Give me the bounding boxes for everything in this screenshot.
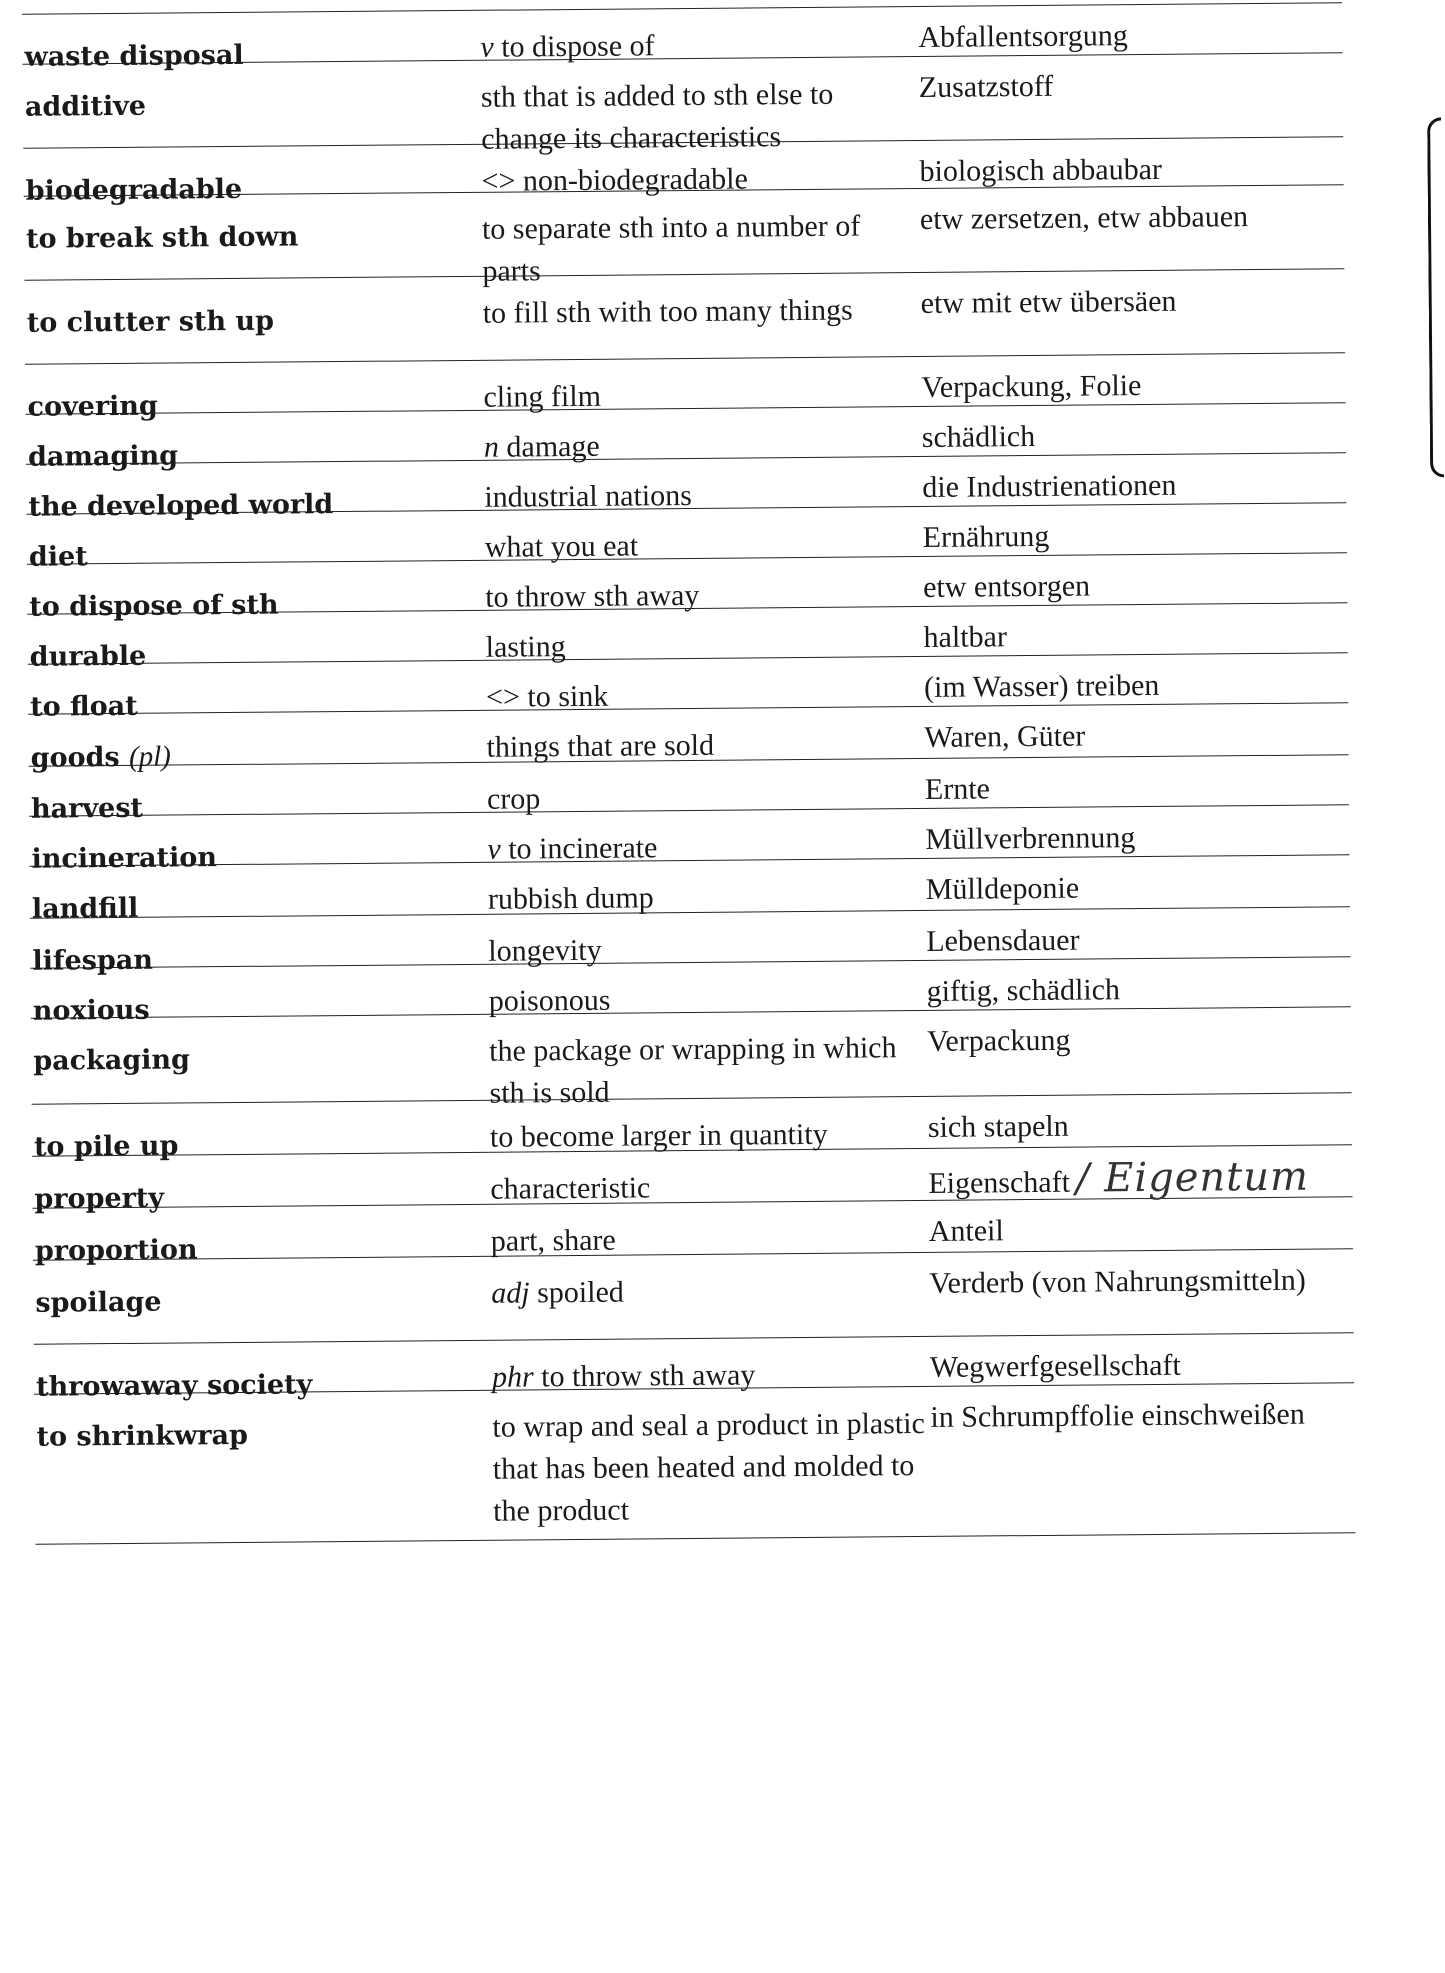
definition (480, 7, 918, 64)
german-text: Lebensdauer (926, 923, 1080, 958)
definition-text: spoiled (537, 1275, 624, 1310)
term-text: to clutter sth up (26, 305, 275, 339)
english-term (34, 1391, 493, 1544)
vocabulary-table (22, 3, 1355, 1544)
term-text: property (34, 1182, 165, 1215)
german-translation (924, 703, 1348, 758)
definition-text: to wrap and seal a product in plastic that has been heated and molded to the product (492, 1406, 925, 1528)
german-text: giftig, schädlich (926, 973, 1121, 1008)
definition (490, 1097, 928, 1152)
definition (486, 707, 924, 762)
english-term (30, 915, 488, 977)
english-term (33, 1257, 492, 1344)
german-translation (919, 53, 1344, 140)
term-text: to break sth down (25, 221, 299, 255)
definition-text: lasting (485, 630, 566, 664)
definition-text: rubbish dump (487, 881, 654, 916)
definition (488, 911, 926, 968)
term-text: durable (29, 640, 147, 673)
german-translation (926, 907, 1350, 960)
definition-text: to become larger in quantity (489, 1117, 828, 1154)
german-translation (920, 269, 1345, 356)
english-term (24, 193, 483, 280)
term-text: covering (27, 390, 158, 423)
definition-text: to dispose of (501, 29, 655, 64)
german-translation (930, 1333, 1354, 1386)
english-term (29, 763, 487, 825)
definition-text: poisonous (488, 983, 611, 1018)
term-text: spoilage (35, 1286, 162, 1319)
german-translation (928, 1145, 1352, 1200)
definition (483, 357, 921, 414)
term-text: to dispose of sth (29, 589, 279, 623)
term-text: waste disposal (24, 39, 244, 73)
definition (481, 141, 919, 198)
english-term (33, 1205, 491, 1267)
english-term (28, 711, 486, 774)
definition (490, 1149, 928, 1204)
english-term (23, 61, 482, 148)
term-text: landfill (31, 892, 139, 925)
margin-bracket-mark (1427, 117, 1444, 477)
english-term (24, 277, 483, 364)
definition (491, 1253, 930, 1340)
definition-text: to throw sth away (541, 1358, 756, 1394)
german-translation (929, 1197, 1353, 1252)
term-note: (pl) (128, 740, 172, 773)
german-translation (921, 353, 1345, 406)
german-text: schädlich (921, 419, 1036, 454)
german-translation (924, 653, 1348, 706)
vocab-row (24, 185, 1345, 288)
german-translation (918, 3, 1342, 56)
german-text: etw entsorgen (923, 569, 1091, 604)
english-term (32, 1101, 490, 1163)
definition-text: to incinerate (508, 831, 658, 866)
german-text: Müllverbrennung (925, 821, 1136, 856)
term-text: throwaway society (35, 1369, 313, 1403)
definition (481, 189, 921, 288)
definition-text: the package or wrapping in which sth is sold (489, 1031, 897, 1110)
english-term (23, 145, 481, 207)
definition (491, 1337, 930, 1394)
definition (488, 961, 926, 1018)
definition-text: sth that is added to sth else to change its characteristics (480, 77, 834, 156)
german-translation (922, 403, 1346, 456)
german-text: biologisch abbaubar (919, 152, 1163, 188)
vocab-row (31, 1007, 1352, 1110)
german-translation (925, 805, 1349, 858)
definition (483, 407, 922, 464)
english-term (32, 1153, 490, 1215)
definition-text: characteristic (490, 1171, 651, 1206)
german-text: (im Wasser) treiben (923, 668, 1160, 704)
english-term (27, 561, 485, 623)
english-term (26, 461, 484, 523)
german-translation (923, 553, 1347, 606)
english-term (27, 611, 485, 673)
german-translation (922, 503, 1346, 556)
german-text: Verderb (von Nahrungsmitteln) (929, 1263, 1306, 1300)
german-translation (928, 1093, 1352, 1148)
definition-text: cling film (483, 379, 602, 414)
handwritten-note: / Eigentum (1075, 1153, 1310, 1202)
german-text: Mülldeponie (925, 871, 1080, 906)
definition-text: to separate sth into a number of parts (481, 209, 861, 288)
part-of-speech: n (483, 430, 500, 464)
term-text: to pile up (33, 1130, 179, 1163)
term-text: the developed world (28, 489, 334, 523)
german-text: Ernährung (922, 519, 1050, 554)
english-term (25, 361, 483, 423)
definition (480, 57, 920, 156)
german-text: Abfallentsorgung (918, 19, 1128, 54)
german-translation (926, 855, 1350, 910)
term-text: lifespan (32, 944, 154, 977)
english-term (29, 813, 487, 875)
definition-text: <> to sink (485, 679, 609, 714)
german-translation (922, 453, 1346, 506)
english-term (26, 511, 484, 573)
definition-text: damage (506, 429, 600, 464)
term-text: incineration (31, 842, 218, 875)
german-translation (919, 137, 1343, 188)
term-text: additive (24, 90, 147, 123)
definition (482, 273, 921, 360)
german-text: Ernte (924, 772, 991, 806)
term-text: damaging (27, 440, 179, 473)
term-text: proportion (34, 1234, 198, 1267)
german-text: Anteil (928, 1214, 1004, 1248)
german-text: sich stapeln (927, 1109, 1069, 1144)
term-text: goods (30, 741, 120, 774)
definition-text: industrial nations (484, 478, 692, 514)
part-of-speech: v (480, 30, 494, 64)
german-translation (930, 1383, 1355, 1536)
vocab-row (34, 1383, 1355, 1545)
german-text: etw mit etw übersäen (920, 284, 1177, 320)
german-translation (929, 1249, 1354, 1336)
term-text: harvest (30, 792, 144, 825)
german-translation (926, 957, 1350, 1010)
german-text: Zusatzstoff (918, 69, 1054, 104)
definition (489, 1011, 928, 1110)
definition (484, 507, 922, 564)
vocab-row (33, 1249, 1354, 1345)
definition-text: things that are sold (486, 728, 715, 764)
definition-text: crop (486, 782, 541, 816)
definition (484, 457, 922, 514)
vocab-row (23, 53, 1344, 156)
definition-text: what you eat (484, 529, 639, 564)
english-term (26, 411, 484, 473)
german-text: Eigenschaft (928, 1165, 1071, 1200)
definition (486, 759, 925, 816)
part-of-speech: phr (491, 1360, 534, 1394)
definition (492, 1387, 931, 1540)
german-translation (923, 603, 1347, 656)
term-text: biodegradable (25, 173, 243, 207)
german-text: die Industrienationen (922, 468, 1177, 504)
german-text: haltbar (923, 620, 1008, 654)
term-text: packaging (33, 1044, 191, 1077)
vocab-row (24, 269, 1345, 365)
definition (491, 1201, 929, 1256)
definition-text: to fill sth with too many things (482, 293, 853, 330)
english-term (30, 863, 488, 925)
definition (487, 809, 925, 866)
definition-text: <> non-biodegradable (481, 162, 748, 198)
term-text: diet (28, 541, 88, 573)
definition-text: part, share (490, 1223, 616, 1258)
part-of-speech: adj (491, 1276, 530, 1310)
english-term (22, 11, 480, 73)
definition-text: to throw sth away (485, 578, 700, 614)
german-text: Verpackung, Folie (921, 369, 1142, 404)
part-of-speech: v (487, 832, 501, 866)
term-text: to shrinkwrap (36, 1419, 249, 1453)
german-text: etw zersetzen, etw abbauen (919, 200, 1249, 236)
german-translation (925, 755, 1349, 808)
definition (485, 657, 924, 714)
german-text: in Schrumpffolie einschweißen (930, 1397, 1305, 1434)
english-term (28, 661, 486, 723)
definition (485, 557, 923, 614)
german-text: Verpackung (926, 1023, 1071, 1058)
german-translation (927, 1007, 1352, 1096)
german-text: Waren, Güter (924, 719, 1086, 754)
term-text: to float (30, 690, 138, 723)
definition-text: longevity (488, 933, 602, 968)
definition (485, 607, 923, 664)
german-translation (920, 185, 1345, 272)
german-text: Wegwerfgesellschaft (929, 1348, 1181, 1384)
term-text: noxious (32, 994, 150, 1027)
english-term (30, 965, 488, 1027)
definition (488, 859, 926, 914)
english-term (31, 1015, 490, 1104)
english-term (34, 1341, 492, 1403)
